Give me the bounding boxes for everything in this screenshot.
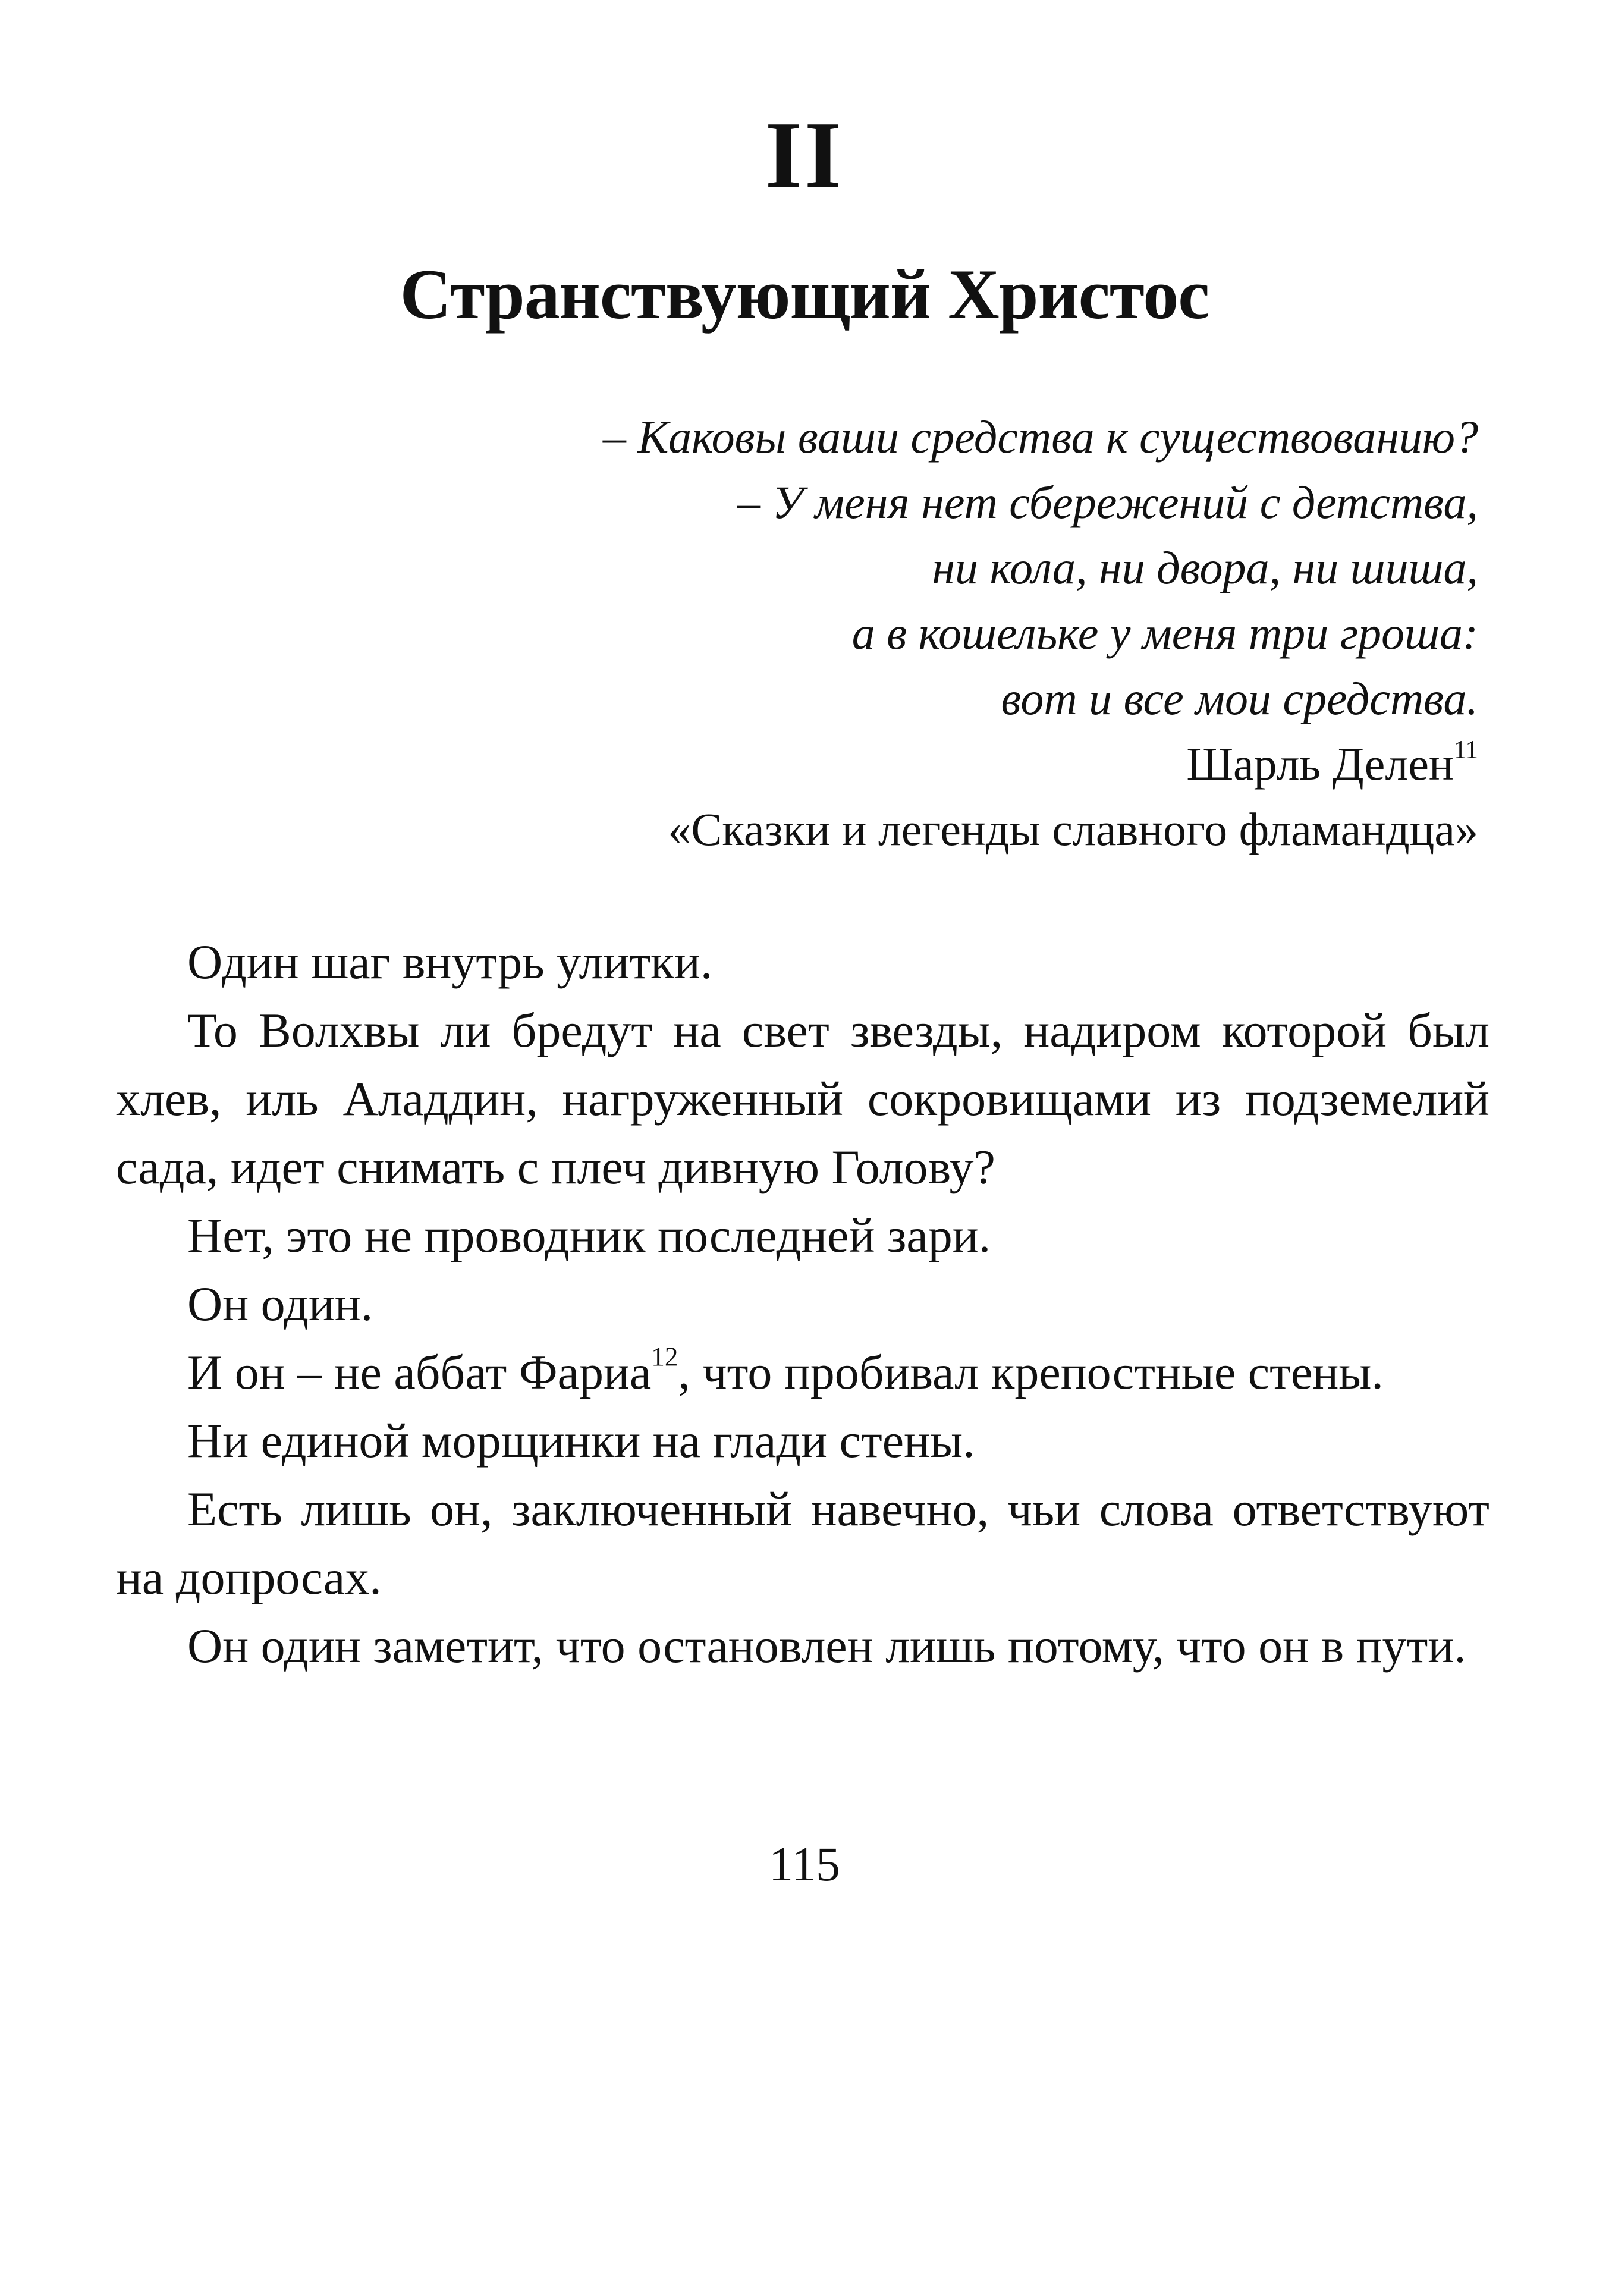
page-number: 115 (769, 1837, 840, 1891)
epigraph-source: «Сказки и легенды славного фламандца» (668, 803, 1478, 855)
chapter-title: Странствующий Христос (400, 255, 1209, 334)
epigraph-author-name: Шарль Делен (1186, 738, 1454, 790)
epigraph-line: – Каковы ваши средства к существованию? (602, 411, 1478, 463)
paragraph: Один шаг внутрь улитки. (187, 935, 713, 989)
body-text (116, 928, 1489, 1680)
epigraph-line: – У меня нет сбережений с детства, (737, 476, 1478, 528)
paragraph: Ни единой морщинки на глади стены. (187, 1414, 975, 1468)
epigraph-line: вот и все мои средства. (1001, 673, 1478, 724)
footnote-marker: 12 (651, 1342, 678, 1372)
paragraph-text: И он – не аббат Фариа (187, 1345, 652, 1399)
epigraph (348, 404, 1478, 862)
paragraph: Он один. (187, 1277, 373, 1331)
epigraph-line: ни кола, ни двора, ни шиша, (932, 542, 1478, 593)
paragraph: Нет, это не проводник последней зари. (187, 1208, 991, 1262)
paragraph: То Волхвы ли бредут на свет звезды, надиром которой был хлев, иль Аладдин, нагруженный сокровищами из подземелий сада, идет снимать с плеч дивную Голову? (116, 1003, 1489, 1194)
paragraph-text: , что пробивал крепостные стены. (678, 1345, 1384, 1399)
paragraph-faria (116, 1338, 1489, 1406)
epigraph-author (348, 731, 1478, 797)
chapter-number: II (765, 102, 844, 208)
paragraph: Он один заметит, что остановлен лишь потому, что он в пути. (187, 1619, 1466, 1673)
footnote-marker: 11 (1453, 736, 1478, 764)
paragraph: Есть лишь он, заключенный навечно, чьи слова ответствуют на допросах. (116, 1482, 1489, 1604)
epigraph-line: а в кошельке у меня три гроша: (851, 607, 1478, 659)
